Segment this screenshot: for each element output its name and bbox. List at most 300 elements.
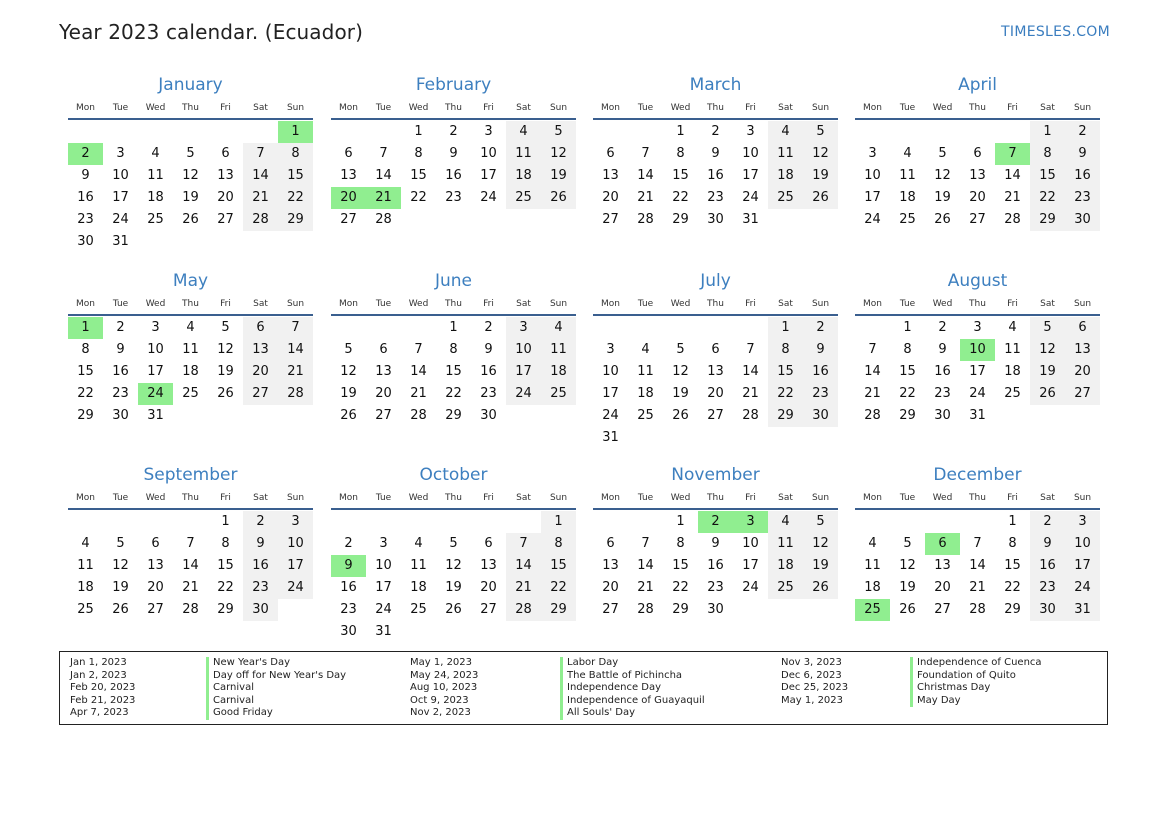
holiday-name: The Battle of Pichincha <box>560 670 705 683</box>
holiday-list-panel <box>59 651 1108 725</box>
calendar-day: 16 <box>243 555 278 577</box>
calendar-day: 12 <box>803 533 838 555</box>
calendar-day: 2 <box>484 320 493 335</box>
header-rule <box>331 118 576 120</box>
calendar-day: 17 <box>375 580 392 595</box>
weekday-label: Sat <box>778 103 793 113</box>
calendar-day: 5 <box>116 536 125 551</box>
holiday-date: Aug 10, 2023 <box>410 682 478 694</box>
calendar-week-row <box>593 143 838 165</box>
calendar-empty-cell <box>208 405 243 427</box>
weekday-label: Sat <box>253 493 268 503</box>
calendar-day: 23 <box>707 580 724 595</box>
calendar-day: 3 <box>1065 511 1100 533</box>
calendar-empty-cell <box>1065 405 1100 427</box>
holiday-name: Independence Day <box>560 682 705 695</box>
weekday-header <box>68 489 313 507</box>
weekday-label: Tue <box>637 103 654 113</box>
calendar-day: 14 <box>375 168 392 183</box>
calendar-day: 19 <box>672 386 689 401</box>
holiday-date-column <box>781 657 848 707</box>
month-november <box>593 464 838 621</box>
calendar-day: 9 <box>116 342 125 357</box>
weekday-label: Tue <box>112 493 129 503</box>
holiday-date: Jan 1, 2023 <box>70 657 127 668</box>
calendar-day: 6 <box>606 536 615 551</box>
weekday-label: Fri <box>1007 299 1018 309</box>
weekday-label: Fri <box>1007 493 1018 503</box>
calendar-day: 8 <box>1030 143 1065 165</box>
calendar-day: 16 <box>77 190 94 205</box>
calendar-day: 28 <box>637 602 654 617</box>
calendar-day: 29 <box>278 209 313 231</box>
calendar-day: 27 <box>480 602 497 617</box>
calendar-day: 14 <box>742 364 759 379</box>
weekday-label: Thu <box>969 103 986 113</box>
calendar-week-row <box>593 383 838 405</box>
calendar-day: 21 <box>182 580 199 595</box>
calendar-week-row <box>855 533 1100 555</box>
calendar-week-row <box>593 427 838 449</box>
weekday-label: Fri <box>483 103 494 113</box>
calendar-day: 12 <box>899 558 916 573</box>
calendar-day: 18 <box>768 555 803 577</box>
calendar-day: 4 <box>506 121 541 143</box>
calendar-day: 22 <box>278 187 313 209</box>
calendar-day: 10 <box>112 168 129 183</box>
weekday-label: Sun <box>286 493 305 503</box>
calendar-day: 3 <box>278 511 313 533</box>
calendar-week-row <box>68 231 313 253</box>
calendar-day: 19 <box>340 386 357 401</box>
calendar-day: 9 <box>331 555 366 577</box>
header-rule <box>331 314 576 316</box>
calendar-empty-cell <box>506 405 541 427</box>
weekday-label: Mon <box>76 493 95 503</box>
calendar-week-row <box>331 187 576 209</box>
weekday-header <box>593 295 838 313</box>
calendar-day: 6 <box>221 146 230 161</box>
calendar-day: 2 <box>344 536 353 551</box>
month-march <box>593 74 838 231</box>
calendar-day: 23 <box>112 386 129 401</box>
calendar-day: 20 <box>707 386 724 401</box>
calendar-empty-cell <box>173 405 208 427</box>
calendar-day: 15 <box>445 364 462 379</box>
calendar-day: 7 <box>414 342 423 357</box>
weekday-label: Sun <box>1073 299 1092 309</box>
weekday-label: Tue <box>637 493 654 503</box>
calendar-day: 22 <box>1030 187 1065 209</box>
calendar-day: 29 <box>1004 602 1021 617</box>
calendar-day: 10 <box>506 339 541 361</box>
calendar-day: 9 <box>803 339 838 361</box>
calendar-day: 19 <box>803 555 838 577</box>
calendar-day: 24 <box>969 386 986 401</box>
calendar-day: 20 <box>331 187 366 209</box>
weekday-label: Sun <box>1073 493 1092 503</box>
calendar-day: 22 <box>768 383 803 405</box>
calendar-day: 26 <box>934 212 951 227</box>
month-name: February <box>415 75 492 95</box>
calendar-empty-cell <box>506 511 541 533</box>
calendar-day: 25 <box>1004 386 1021 401</box>
calendar-day: 10 <box>864 168 881 183</box>
calendar-day: 2 <box>1065 121 1100 143</box>
calendar-day: 23 <box>707 190 724 205</box>
calendar-empty-cell <box>436 209 471 231</box>
calendar-day: 5 <box>903 536 912 551</box>
calendar-day: 30 <box>1030 599 1065 621</box>
weekday-label: Tue <box>899 103 916 113</box>
calendar-day: 13 <box>480 558 497 573</box>
month-name: August <box>947 271 1008 291</box>
calendar-day: 3 <box>151 320 160 335</box>
calendar-day: 8 <box>221 536 230 551</box>
calendar-day: 30 <box>707 212 724 227</box>
calendar-day: 31 <box>112 234 129 249</box>
calendar-day: 25 <box>182 386 199 401</box>
calendar-day: 7 <box>995 143 1030 165</box>
calendar-day: 11 <box>1004 342 1021 357</box>
month-name: November <box>671 465 760 485</box>
calendar-empty-cell <box>890 511 925 533</box>
weekday-label: Mon <box>76 299 95 309</box>
calendar-day: 1 <box>903 320 912 335</box>
calendar-day: 13 <box>602 168 619 183</box>
calendar-week-row <box>68 339 313 361</box>
holiday-date: May 1, 2023 <box>410 657 473 668</box>
calendar-week-row <box>68 361 313 383</box>
calendar-day: 27 <box>1065 383 1100 405</box>
calendar-day: 13 <box>707 364 724 379</box>
calendar-day: 28 <box>410 408 427 423</box>
weekday-label: Mon <box>601 493 620 503</box>
weekday-label: Thu <box>445 103 462 113</box>
calendar-day: 5 <box>344 342 353 357</box>
calendar-day: 20 <box>934 580 951 595</box>
month-name: June <box>434 271 473 291</box>
calendar-day: 18 <box>147 190 164 205</box>
calendar-empty-cell <box>1030 405 1065 427</box>
calendar-day: 4 <box>768 121 803 143</box>
calendar-week-row <box>855 121 1100 143</box>
calendar-day: 25 <box>506 187 541 209</box>
calendar-day: 14 <box>637 168 654 183</box>
calendar-day: 13 <box>969 168 986 183</box>
calendar-day: 8 <box>81 342 90 357</box>
weekday-label: Fri <box>220 299 231 309</box>
calendar-empty-cell <box>401 511 436 533</box>
calendar-day: 27 <box>375 408 392 423</box>
calendar-day: 2 <box>803 317 838 339</box>
calendar-day: 13 <box>1065 339 1100 361</box>
weekday-label: Sat <box>253 299 268 309</box>
month-december <box>855 464 1100 621</box>
calendar-day: 30 <box>243 599 278 621</box>
month-february <box>331 74 576 231</box>
calendar-day: 1 <box>676 514 685 529</box>
calendar-week-row <box>855 599 1100 621</box>
site-brand-link[interactable]: TIMESLES.COM <box>1001 24 1110 40</box>
calendar-day: 28 <box>864 408 881 423</box>
calendar-week-row <box>331 317 576 339</box>
calendar-day: 13 <box>243 339 278 361</box>
weekday-label: Wed <box>408 299 429 309</box>
calendar-week-row <box>593 165 838 187</box>
calendar-day: 14 <box>969 558 986 573</box>
calendar-day: 5 <box>938 146 947 161</box>
calendar-day: 2 <box>116 320 125 335</box>
calendar-day: 9 <box>711 146 720 161</box>
calendar-empty-cell <box>628 317 663 339</box>
calendar-empty-cell <box>366 121 401 143</box>
holiday-date: Jan 2, 2023 <box>70 669 127 681</box>
calendar-empty-cell <box>855 317 890 339</box>
calendar-day: 6 <box>243 317 278 339</box>
calendar-day: 8 <box>414 146 423 161</box>
calendar-empty-cell <box>138 121 173 143</box>
weekday-header <box>68 99 313 117</box>
calendar-day: 17 <box>147 364 164 379</box>
holiday-date: Feb 20, 2023 <box>70 682 136 694</box>
calendar-day: 7 <box>973 536 982 551</box>
calendar-day: 20 <box>969 190 986 205</box>
calendar-empty-cell <box>243 405 278 427</box>
calendar-day: 27 <box>602 602 619 617</box>
calendar-day: 17 <box>480 168 497 183</box>
calendar-day: 12 <box>445 558 462 573</box>
calendar-week-row <box>593 187 838 209</box>
calendar-week-row <box>331 405 576 427</box>
calendar-empty-cell <box>593 121 628 143</box>
calendar-empty-cell <box>138 231 173 253</box>
calendar-day: 28 <box>243 209 278 231</box>
calendar-empty-cell <box>471 209 506 231</box>
calendar-empty-cell <box>68 511 103 533</box>
calendar-day: 7 <box>868 342 877 357</box>
calendar-day: 12 <box>934 168 951 183</box>
calendar-day: 26 <box>112 602 129 617</box>
calendar-day: 27 <box>147 602 164 617</box>
calendar-day: 15 <box>1030 165 1065 187</box>
calendar-week-row <box>593 599 838 621</box>
calendar-empty-cell <box>366 511 401 533</box>
calendar-day: 6 <box>711 342 720 357</box>
calendar-day: 7 <box>379 146 388 161</box>
calendar-day: 5 <box>221 320 230 335</box>
calendar-empty-cell <box>278 231 313 253</box>
calendar-day: 24 <box>742 580 759 595</box>
calendar-day: 21 <box>742 386 759 401</box>
weekday-header <box>331 99 576 117</box>
calendar-day: 3 <box>868 146 877 161</box>
header-rule <box>855 508 1100 510</box>
calendar-empty-cell <box>541 621 576 643</box>
calendar-day: 18 <box>768 165 803 187</box>
calendar-day: 22 <box>672 580 689 595</box>
calendar-day: 31 <box>602 430 619 445</box>
calendar-empty-cell <box>855 121 890 143</box>
calendar-empty-cell <box>68 121 103 143</box>
calendar-day: 26 <box>803 187 838 209</box>
calendar-day: 22 <box>445 386 462 401</box>
weekday-label: Tue <box>899 299 916 309</box>
calendar-day: 23 <box>1065 187 1100 209</box>
month-july <box>593 270 838 449</box>
calendar-day: 22 <box>672 190 689 205</box>
calendar-day: 10 <box>960 339 995 361</box>
calendar-day: 9 <box>81 168 90 183</box>
calendar-day: 28 <box>375 212 392 227</box>
calendar-day: 25 <box>768 577 803 599</box>
calendar-day: 25 <box>410 602 427 617</box>
calendar-day: 1 <box>768 317 803 339</box>
calendar-day: 26 <box>217 386 234 401</box>
calendar-day: 29 <box>541 599 576 621</box>
month-name: March <box>689 75 742 95</box>
calendar-day: 6 <box>973 146 982 161</box>
calendar-week-row <box>331 577 576 599</box>
calendar-empty-cell <box>401 317 436 339</box>
holiday-date: Feb 21, 2023 <box>70 694 136 706</box>
weekday-label: Mon <box>76 103 95 113</box>
weekday-label: Mon <box>863 299 882 309</box>
calendar-day: 4 <box>186 320 195 335</box>
calendar-day: 5 <box>541 121 576 143</box>
calendar-day: 15 <box>899 364 916 379</box>
calendar-week-row <box>331 511 576 533</box>
calendar-day: 7 <box>278 317 313 339</box>
calendar-day: 27 <box>602 212 619 227</box>
calendar-day: 21 <box>864 386 881 401</box>
calendar-day: 29 <box>899 408 916 423</box>
calendar-day: 17 <box>864 190 881 205</box>
holiday-name: New Year's Day <box>206 657 346 670</box>
weekday-label: Tue <box>375 103 392 113</box>
calendar-day: 1 <box>449 320 458 335</box>
calendar-day: 14 <box>182 558 199 573</box>
calendar-day: 21 <box>366 187 401 209</box>
calendar-day: 31 <box>147 408 164 423</box>
calendar-day: 23 <box>480 386 497 401</box>
calendar-day: 11 <box>541 339 576 361</box>
holiday-name: May Day <box>910 695 1042 708</box>
calendar-day: 11 <box>637 364 654 379</box>
header-rule <box>593 508 838 510</box>
calendar-week-row <box>331 533 576 555</box>
calendar-day: 18 <box>637 386 654 401</box>
calendar-day: 4 <box>768 511 803 533</box>
weekday-header <box>593 99 838 117</box>
holiday-name: Christmas Day <box>910 682 1042 695</box>
calendar-empty-cell <box>331 121 366 143</box>
calendar-day: 11 <box>768 533 803 555</box>
holiday-name: All Souls' Day <box>560 707 705 720</box>
calendar-day: 24 <box>278 577 313 599</box>
calendar-day: 4 <box>541 317 576 339</box>
calendar-day: 16 <box>480 364 497 379</box>
header-rule <box>68 118 313 120</box>
calendar-day: 21 <box>506 577 541 599</box>
calendar-week-row <box>331 165 576 187</box>
calendar-day: 3 <box>733 511 768 533</box>
calendar-day: 13 <box>934 558 951 573</box>
holiday-name-column <box>910 657 1042 707</box>
calendar-day: 18 <box>864 580 881 595</box>
calendar-day: 16 <box>1065 165 1100 187</box>
weekday-label: Fri <box>220 493 231 503</box>
calendar-day: 16 <box>707 558 724 573</box>
calendar-empty-cell <box>331 511 366 533</box>
calendar-day: 19 <box>182 190 199 205</box>
weekday-label: Mon <box>339 299 358 309</box>
calendar-week-row <box>593 511 838 533</box>
calendar-day: 21 <box>1004 190 1021 205</box>
calendar-week-row <box>68 187 313 209</box>
calendar-week-row <box>331 599 576 621</box>
calendar-day: 19 <box>934 190 951 205</box>
calendar-day: 4 <box>81 536 90 551</box>
holiday-date: May 1, 2023 <box>781 694 844 706</box>
weekday-label: Sat <box>1040 299 1055 309</box>
calendar-week-row <box>593 533 838 555</box>
weekday-label: Sun <box>811 493 830 503</box>
calendar-week-row <box>593 339 838 361</box>
calendar-week-row <box>593 361 838 383</box>
calendar-week-row <box>331 339 576 361</box>
calendar-day: 30 <box>707 602 724 617</box>
calendar-week-row <box>593 317 838 339</box>
weekday-label: Mon <box>863 103 882 113</box>
calendar-day: 21 <box>243 187 278 209</box>
calendar-week-row <box>855 555 1100 577</box>
calendar-day: 11 <box>506 143 541 165</box>
weekday-label: Fri <box>1007 103 1018 113</box>
weekday-label: Thu <box>182 493 199 503</box>
calendar-day: 21 <box>637 580 654 595</box>
calendar-day: 27 <box>340 212 357 227</box>
holiday-name-column <box>206 657 346 720</box>
calendar-empty-cell <box>506 209 541 231</box>
weekday-label: Sat <box>516 103 531 113</box>
calendar-day: 28 <box>637 212 654 227</box>
holiday-date: Dec 25, 2023 <box>781 682 849 694</box>
weekday-label: Thu <box>182 299 199 309</box>
holiday-date: Apr 7, 2023 <box>70 707 129 719</box>
calendar-day: 31 <box>375 624 392 639</box>
calendar-week-row <box>855 317 1100 339</box>
header-rule <box>855 314 1100 316</box>
calendar-day: 5 <box>1030 317 1065 339</box>
calendar-day: 17 <box>112 190 129 205</box>
calendar-day: 16 <box>340 580 357 595</box>
weekday-label: Thu <box>182 103 199 113</box>
calendar-day: 10 <box>480 146 497 161</box>
calendar-day: 30 <box>1065 209 1100 231</box>
calendar-day: 7 <box>641 536 650 551</box>
calendar-day: 15 <box>541 555 576 577</box>
calendar-empty-cell <box>331 317 366 339</box>
calendar-day: 6 <box>379 342 388 357</box>
weekday-label: Sun <box>549 103 568 113</box>
calendar-day: 1 <box>68 317 103 339</box>
calendar-day: 27 <box>934 602 951 617</box>
calendar-day: 22 <box>77 386 94 401</box>
calendar-empty-cell <box>436 621 471 643</box>
calendar-day: 11 <box>147 168 164 183</box>
calendar-day: 15 <box>768 361 803 383</box>
